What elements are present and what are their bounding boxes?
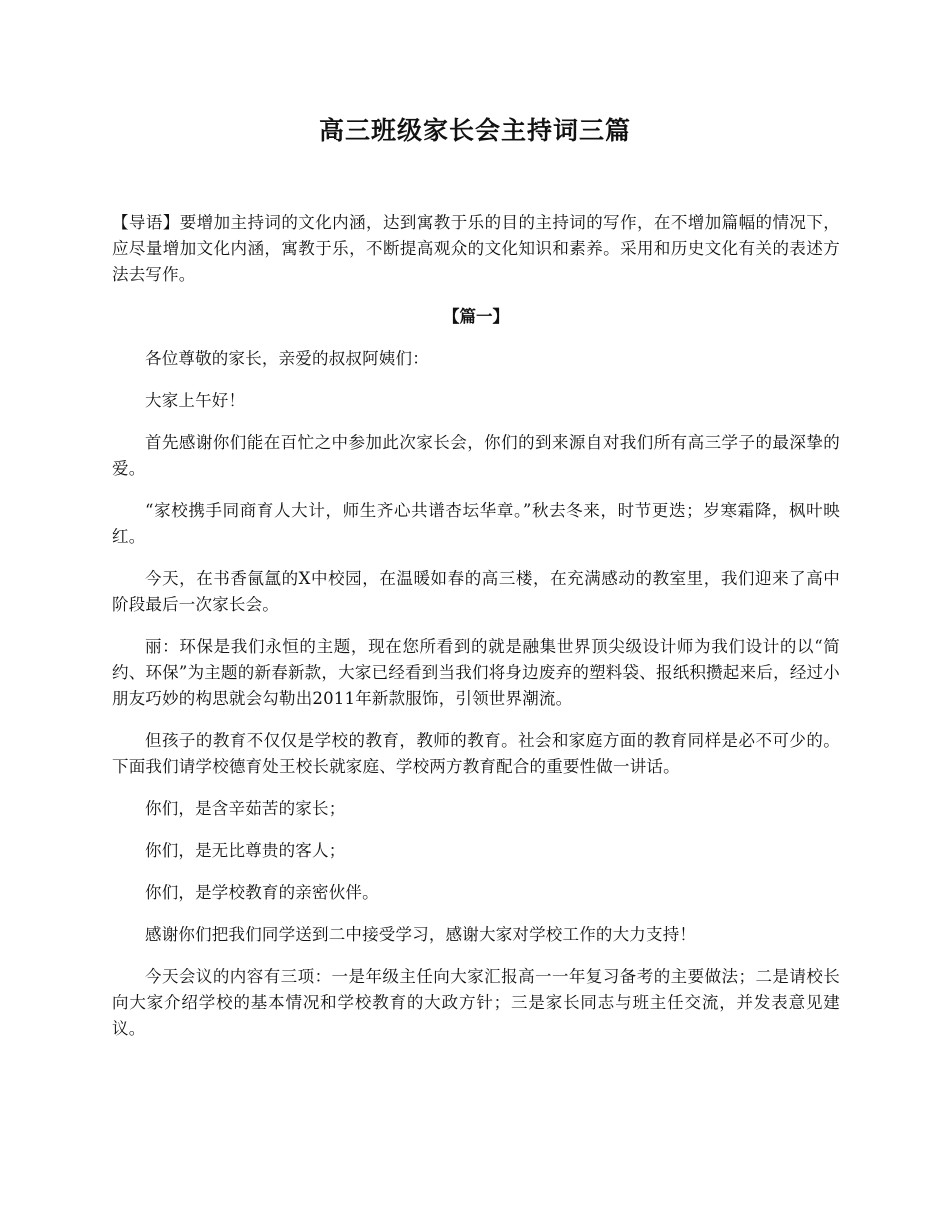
document-title: 高三班级家长会主持词三篇	[318, 116, 631, 145]
body-paragraph: 今天，在书香氤氲的X中校园，在温暖如春的高三楼，在充满感动的教室里，我们迎来了高中阶段最后一次家长会。	[112, 569, 840, 614]
document-body	[112, 210, 840, 1058]
body-paragraph: “家校携手同商育人大计，师生齐心共谱杏坛华章。”秋去冬来，时节更迭；岁寒霜降，枫叶映红。	[112, 501, 840, 546]
body-paragraph: 但孩子的教育不仅仅是学校的教育，教师的教育。社会和家庭方面的教育同样是必不可少的。下面我们请学校德育处王校长就家庭、学校两方教育配合的重要性做一讲话。	[112, 731, 840, 776]
intro-paragraph: 【导语】要增加主持词的文化内涵，达到寓教于乐的目的主持词的写作，在不增加篇幅的情况下，应尽量增加文化内涵，寓教于乐，不断提高观众的文化知识和素养。采用和历史文化有关的表述方法去写作。	[112, 213, 840, 284]
body-paragraph: 大家上午好！	[145, 391, 246, 410]
body-paragraph: 今天会议的内容有三项：一是年级主任向大家汇报高一一年复习备考的主要做法；二是请校长向大家介绍学校的基本情况和学校教育的大政方针；三是家长同志与班主任交流，并发表意见建议。	[112, 967, 840, 1038]
section-heading: 【篇一】	[443, 307, 509, 326]
body-paragraph: 丽：环保是我们永恒的主题，现在您所看到的就是融集世界顶尖级设计师为我们设计的以“简约、环保”为主题的新春新款，大家已经看到当我们将身边废弃的塑料袋、报纸积攒起来后，经过小朋友巧妙的构思就会勾勒出2011年新款服饰，引领世界潮流。	[112, 637, 840, 708]
body-paragraph: 你们，是学校教育的亲密伙伴。	[145, 883, 379, 902]
body-paragraph: 各位尊敬的家长，亲爱的叔叔阿姨们：	[145, 349, 429, 368]
body-paragraph: 首先感谢你们能在百忙之中参加此次家长会，你们的到来源自对我们所有高三学子的最深挚的爱。	[112, 433, 840, 478]
body-paragraph: 感谢你们把我们同学送到二中接受学习，感谢大家对学校工作的大力支持！	[145, 925, 697, 944]
body-paragraph: 你们，是含辛茹苦的家长；	[145, 799, 346, 818]
body-paragraph: 你们，是无比尊贵的客人；	[145, 841, 346, 860]
